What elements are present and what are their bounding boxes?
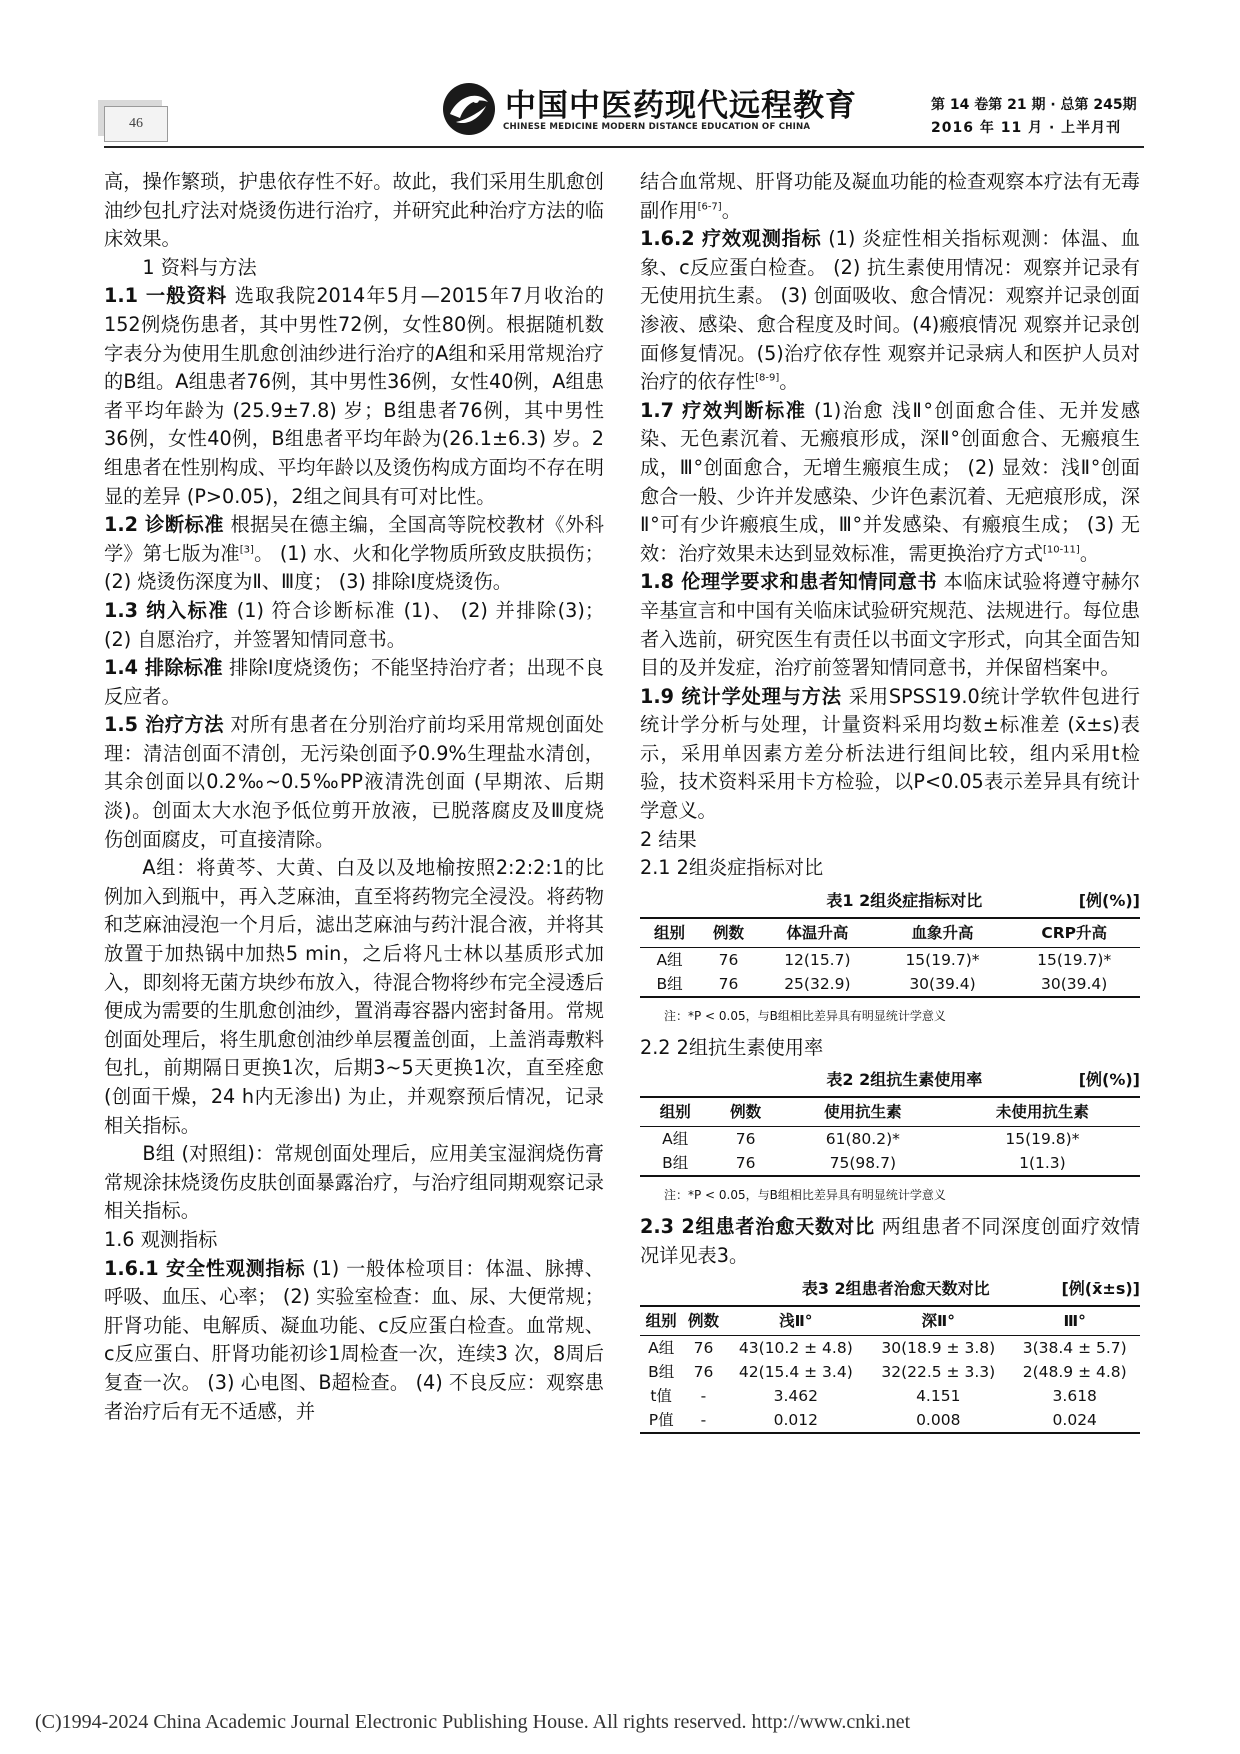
- paragraph: 1.5 治疗方法 对所有患者在分别治疗前均采用常规创面处理：清洁创面不清创，无污染创面予0.9%生理盐水清创，其余创面以0.2‰~0.5‰PP液清洗创面 (早期浓、后期淡)。创面太大水泡予低位剪开放液，已脱落腐皮及Ⅲ度烧伤创面腐皮，可直接清除。: [104, 713, 604, 851]
- table-header: 组别: [640, 1306, 682, 1336]
- subsection-title: 1.4 排除标准: [104, 656, 223, 680]
- issue-date: 2016 年 11 月 · 上半月刊: [931, 120, 1122, 136]
- paragraph: 1.7 疗效判断标准 (1)治愈 浅Ⅱ°创面愈合佳、无并发感染、无色素沉着、无瘢痕形成，深Ⅱ°创面愈合、无瘢痕生成，Ⅲ°创面愈合，无增生瘢痕生成； (2) 显效：浅Ⅱ°创面愈合一般、少许并发感染、少许色素沉着、无疤痕形成，深Ⅱ°可有少许瘢痕生成，Ⅲ°并发感染、有瘢痕生成； (3) 无效：治疗效果未达到显效标准，需更换治疗方式[10-11]。: [640, 398, 1141, 565]
- paragraph: 1.1 一般资料 选取我院2014年5月—2015年7月收治的152例烧伤患者，其中男性72例，女性80例。根据随机数字表分为使用生肌愈创油纱进行治疗的A组和采用常规治疗的B组。A组患者76例，其中男性36例，女性40例，A组患者平均年龄为 (25.9±7.8) 岁；B组患者76例，其中男性36例，女性40例，B组患者平均年龄为(26.1±6.3) 岁。2组患者在性别构成、平均年龄以及烫伤构成方面均不存在明显的差异 (P>0.05)，2组之间具有可对比性。: [104, 284, 604, 508]
- subsection-heading: 2.2 2组抗生素使用率: [640, 1035, 824, 1059]
- table-row: B组 76 75(98.7) 1(1.3): [640, 1151, 1140, 1176]
- table2-caption-row: [640, 1068, 1140, 1092]
- table1-unit: [例(%)]: [1078, 890, 1140, 910]
- paragraph: 2.3 2组患者治愈天数对比 两组患者不同深度创面疗效情况详见表3。: [640, 1215, 1140, 1268]
- table3-caption-row: [640, 1277, 1140, 1301]
- table-header: 浅Ⅱ°: [725, 1306, 867, 1336]
- table3-caption: 表3 2组患者治愈天数对比: [801, 1278, 990, 1298]
- table3: [640, 1305, 1140, 1434]
- table-header: 深Ⅱ°: [867, 1306, 1009, 1336]
- table-header: Ⅲ°: [1009, 1306, 1140, 1336]
- reference: [10-11]: [1042, 544, 1080, 556]
- table-row: A组 76 12(15.7) 15(19.7)* 15(19.7)*: [656, 950, 1112, 969]
- subsection-title: 1.9 统计学处理与方法: [640, 684, 842, 708]
- subsection-heading: 1.6 观测指标: [104, 1227, 218, 1251]
- section-heading: 1 资料与方法: [142, 255, 257, 279]
- table3-unit: [例(x̄±s)]: [1061, 1278, 1140, 1298]
- subsection-title: 1.7 疗效判断标准: [640, 398, 807, 422]
- paragraph: 1.6.1 安全性观测指标 (1) 一般体检项目：体温、脉搏、呼吸、血压、心率； (2) 实验室检查：血、尿、大便常规；肝肾功能、电解质、凝血功能、c反应蛋白检查。血常规、c反应蛋白、肝肾功能初诊1周检查一次，连续3 次，8周后复查一次。 (3) 心电图、B超检查。 (4) 不良反应：观察患者治疗后有无不适感，并: [104, 1256, 604, 1423]
- table-header: 未使用抗生素: [945, 1097, 1140, 1127]
- table-header: 使用抗生素: [781, 1097, 945, 1127]
- paragraph: 1.2 诊断标准 根据吴在德主编，全国高等院校教材《外科学》第七版为准[3]。 (1) 水、火和化学物质所致皮肤损伤； (2) 烧烫伤深度为Ⅱ、Ⅲ度； (3) 排除Ⅰ度烧烫伤。: [104, 513, 604, 594]
- left-column: [104, 168, 604, 1426]
- subsection-title: 1.8 伦理学要求和患者知情同意书: [640, 570, 938, 594]
- subsection-title: 1.5 治疗方法: [104, 713, 224, 737]
- subsection-title: 2.3 2组患者治愈天数对比: [640, 1215, 875, 1239]
- journal-subtitle: CHINESE MEDICINE MODERN DISTANCE EDUCATION OF CHINA: [503, 122, 811, 132]
- table2-caption: 表2 2组抗生素使用率: [826, 1070, 983, 1090]
- paragraph: 结合血常规、肝肾功能及凝血功能的检查观察本疗法有无毒副作用[6-7]。: [640, 170, 1140, 222]
- table2: [640, 1096, 1140, 1177]
- paragraph: B组 (对照组)：常规创面处理后，应用美宝湿润烧伤膏常规涂抹烧烫伤皮肤创面暴露治疗，与治疗组同期观察记录相关指标。: [104, 1142, 604, 1223]
- table-header: 血象升高: [877, 918, 1009, 948]
- page-number-box: [104, 106, 168, 142]
- table-header: 例数: [682, 1306, 724, 1336]
- subsection-title: 1.3 纳入标准: [104, 598, 230, 622]
- table2-unit: [例(%)]: [1078, 1070, 1140, 1090]
- table-row: A组 76 61(80.2)* 15(19.8)*: [662, 1130, 1080, 1149]
- table-row: t值 - 3.462 4.151 3.618: [650, 1386, 1097, 1405]
- paragraph: 1.3 纳入标准 (1) 符合诊断标准 (1)、 (2) 并排除(3)； (2) 自愿治疗，并签署知情同意书。: [104, 598, 605, 651]
- table-header: 体温升高: [758, 918, 877, 948]
- table-header: 例数: [699, 918, 758, 948]
- subsection-title: 1.6.2 疗效观测指标: [640, 227, 822, 251]
- subsection-title: 1.6.1 安全性观测指标: [104, 1256, 306, 1280]
- paragraph: 1.4 排除标准 排除Ⅰ度烧烫伤；不能坚持治疗者；出现不良反应者。: [104, 656, 604, 708]
- table-header: 例数: [710, 1097, 780, 1127]
- page-number: 46: [129, 116, 143, 131]
- paragraph: 1.6.2 疗效观测指标 (1) 炎症性相关指标观测：体温、血象、c反应蛋白检查。 (2) 抗生素使用情况：观察并记录有无使用抗生素。 (3) 创面吸收、愈合情况：观察并记录创面渗液、感染、愈合程度及时间。(4)瘢痕情况 观察并记录创面修复情况。(5)治疗依存性 观察并记录病人和医护人员对治疗的依存性[8-9]。: [640, 227, 1140, 394]
- table-header: CRP升高: [1008, 918, 1140, 948]
- copyright-footer: (C)1994-2024 China Academic Journal Electronic Publishing House. All rights reserved. http://www.cnki.net: [35, 1711, 911, 1733]
- section-heading: 2 结果: [640, 827, 697, 851]
- table-row: B组 76 42(15.4 ± 3.4) 32(22.5 ± 3.3) 2(48.9 ± 4.8): [648, 1362, 1127, 1381]
- header-rule: [104, 146, 1144, 148]
- table1-note: 注：*P < 0.05，与B组相比差异具有明显统计学意义: [664, 1008, 946, 1023]
- table2-note: 注：*P < 0.05，与B组相比差异具有明显统计学意义: [664, 1188, 946, 1203]
- paragraph: 高，操作繁琐，护患依存性不好。故此，我们采用生肌愈创油纱包扎疗法对烧烫伤进行治疗，并研究此种治疗方法的临床效果。: [104, 170, 604, 251]
- reference: [6-7]: [697, 201, 722, 213]
- table-header: 组别: [640, 918, 699, 948]
- issue-info: 第 14 卷第 21 期 · 总第 245期: [931, 97, 1137, 113]
- table-row: P值 - 0.012 0.008 0.024: [640, 1408, 1140, 1433]
- paragraph: 1.8 伦理学要求和患者知情同意书 本临床试验将遵守赫尔辛基宣言和中国有关临床试验研究规范、法规进行。每位患者入选前，研究医生有责任以书面文字形式，向其全面告知目的及并发症，治疗前签署知情同意书，并保留档案中。: [640, 570, 1140, 680]
- paragraph: A组：将黄芩、大黄、白及以及地榆按照2:2:2:1的比例加入到瓶中，再入芝麻油，直至将药物完全浸没。将药物和芝麻油浸泡一个月后，滤出芝麻油与药汁混合液，并将其放置于加热锅中加热5 min，之后将凡士林以基质形式加入，即刻将无菌方块纱布放入，待混合物将纱布完全浸透后便成为需要的生肌愈创油纱，置消毒容器内密封备用。常规创面处理后，将生肌愈创油纱单层覆盖创面，上盖消毒敷料包扎，前期隔日更换1次，后期3~5天更换1次，直至痊愈 (创面干燥，24 h内无渗出) 为止，并观察预后情况，记录相关指标。: [104, 856, 604, 1137]
- table1: [640, 917, 1140, 998]
- reference: [8-9]: [755, 372, 780, 384]
- paragraph: 1.9 统计学处理与方法 采用SPSS19.0统计学软件包进行统计学分析与处理，计量资料采用均数±标准差 (x̄±s)表示，采用单因素方差分析法进行组间比较，组内采用t检验，技术资料采用卡方检验，以P<0.05表示差异具有统计学意义。: [640, 684, 1140, 823]
- subsection-title: 1.2 诊断标准: [104, 513, 224, 537]
- right-column: [640, 168, 1140, 1434]
- table1-caption-row: [640, 889, 1140, 913]
- subsection-heading: 2.1 2组炎症指标对比: [640, 856, 824, 880]
- table-row: A组 76 43(10.2 ± 4.8) 30(18.9 ± 3.8) 3(38.4 ± 5.7): [648, 1338, 1127, 1357]
- table-header: 组别: [640, 1097, 710, 1127]
- subsection-title: 1.1 一般资料: [104, 284, 228, 308]
- table-row: B组 76 25(32.9) 30(39.4) 30(39.4): [640, 972, 1140, 997]
- table1-caption: 表1 2组炎症指标对比: [826, 890, 983, 910]
- journal-logo-icon: [440, 80, 498, 138]
- reference: [3]: [239, 544, 254, 556]
- journal-title: 中国中医药现代远程教育: [505, 88, 857, 124]
